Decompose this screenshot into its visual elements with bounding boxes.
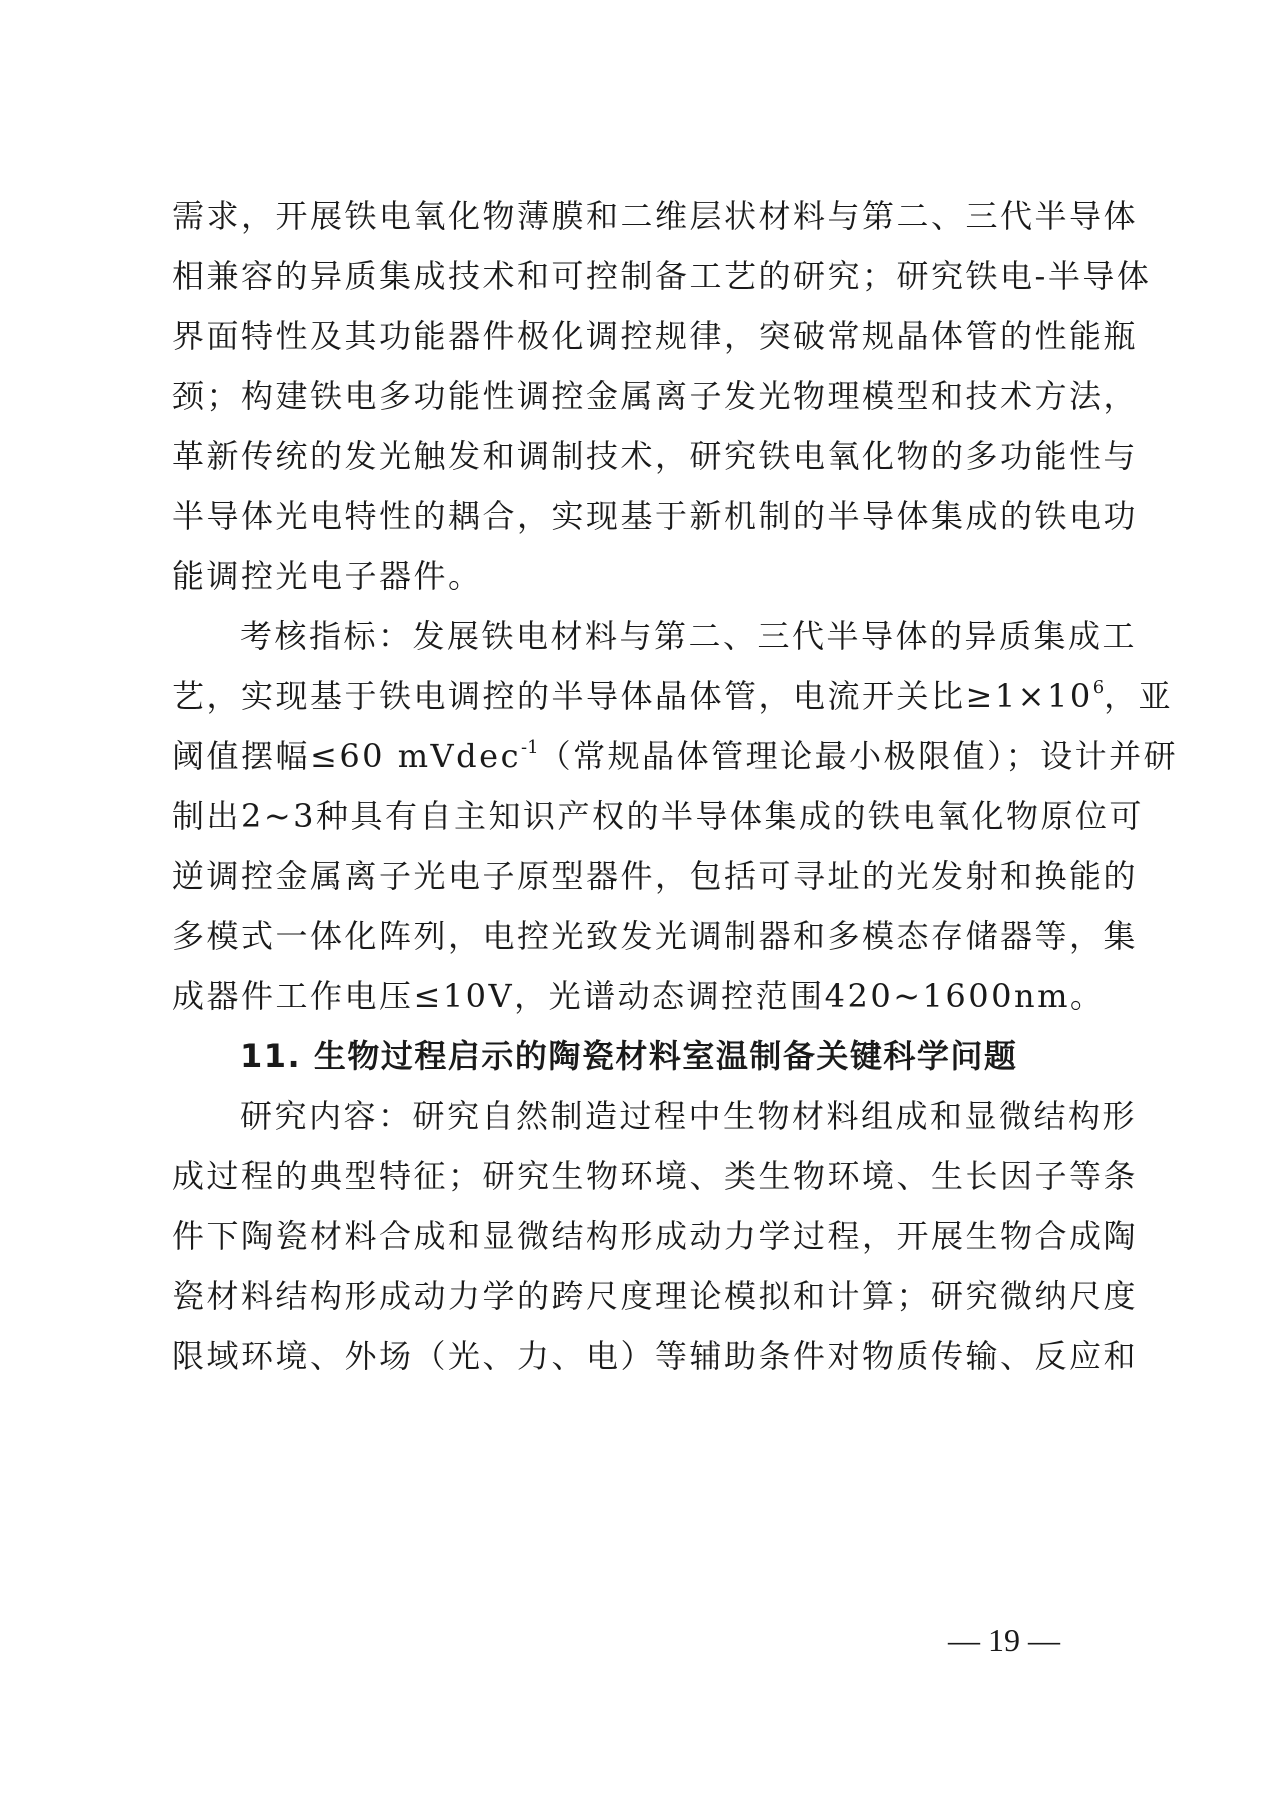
superscript: 6 bbox=[1092, 677, 1105, 698]
paragraph-line: 逆调控金属离子光电子原型器件，包括可寻址的光发射和换能的 bbox=[172, 857, 1139, 895]
paragraph-line-with-superscript bbox=[172, 736, 1179, 776]
paragraph-line: 需求，开展铁电氧化物薄膜和二维层状材料与第二、三代半导体 bbox=[172, 197, 1139, 235]
paragraph-line: 成过程的典型特征；研究生物环境、类生物环境、生长因子等条 bbox=[172, 1157, 1139, 1195]
paragraph-line: 限域环境、外场（光、力、电）等辅助条件对物质传输、反应和 bbox=[172, 1337, 1139, 1375]
paragraph-line: 相兼容的异质集成技术和可控制备工艺的研究；研究铁电-半导体 bbox=[172, 257, 1152, 295]
paragraph-line: 界面特性及其功能器件极化调控规律，突破常规晶体管的性能瓶 bbox=[172, 317, 1139, 355]
paragraph-line-with-superscript bbox=[172, 676, 1174, 716]
text-segment: 阈值摆幅≤60 mVdec bbox=[172, 737, 522, 775]
paragraph-line: 研究内容：研究自然制造过程中生物材料组成和显微结构形 bbox=[240, 1097, 1138, 1135]
paragraph-line: 考核指标：发展铁电材料与第二、三代半导体的异质集成工 bbox=[240, 617, 1138, 655]
page-number: — 19 — bbox=[948, 1622, 1060, 1658]
paragraph-line: 件下陶瓷材料合成和显微结构形成动力学过程，开展生物合成陶 bbox=[172, 1217, 1139, 1255]
paragraph-line: 多模式一体化阵列，电控光致发光调制器和多模态存储器等，集 bbox=[172, 917, 1139, 955]
text-segment: 艺，实现基于铁电调控的半导体晶体管，电流开关比≥1×10 bbox=[172, 677, 1093, 715]
superscript: -1 bbox=[521, 737, 539, 758]
text-segment: ，亚 bbox=[1104, 677, 1174, 715]
paragraph-line: 成器件工作电压≤10V，光谱动态调控范围420~1600nm。 bbox=[172, 977, 1105, 1015]
text-segment: （常规晶体管理论最小极限值）；设计并研 bbox=[538, 737, 1179, 775]
section-heading: 11. 生物过程启示的陶瓷材料室温制备关键科学问题 bbox=[240, 1037, 1018, 1075]
paragraph-line: 颈；构建铁电多功能性调控金属离子发光物理模型和技术方法， bbox=[172, 377, 1139, 415]
paragraph-line: 革新传统的发光触发和调制技术，研究铁电氧化物的多功能性与 bbox=[172, 437, 1139, 475]
paragraph-line: 半导体光电特性的耦合，实现基于新机制的半导体集成的铁电功 bbox=[172, 497, 1139, 535]
paragraph-line: 瓷材料结构形成动力学的跨尺度理论模拟和计算；研究微纳尺度 bbox=[172, 1277, 1139, 1315]
paragraph-line: 制出2~3种具有自主知识产权的半导体集成的铁电氧化物原位可 bbox=[172, 797, 1145, 835]
paragraph-line: 能调控光电子器件。 bbox=[172, 557, 483, 595]
